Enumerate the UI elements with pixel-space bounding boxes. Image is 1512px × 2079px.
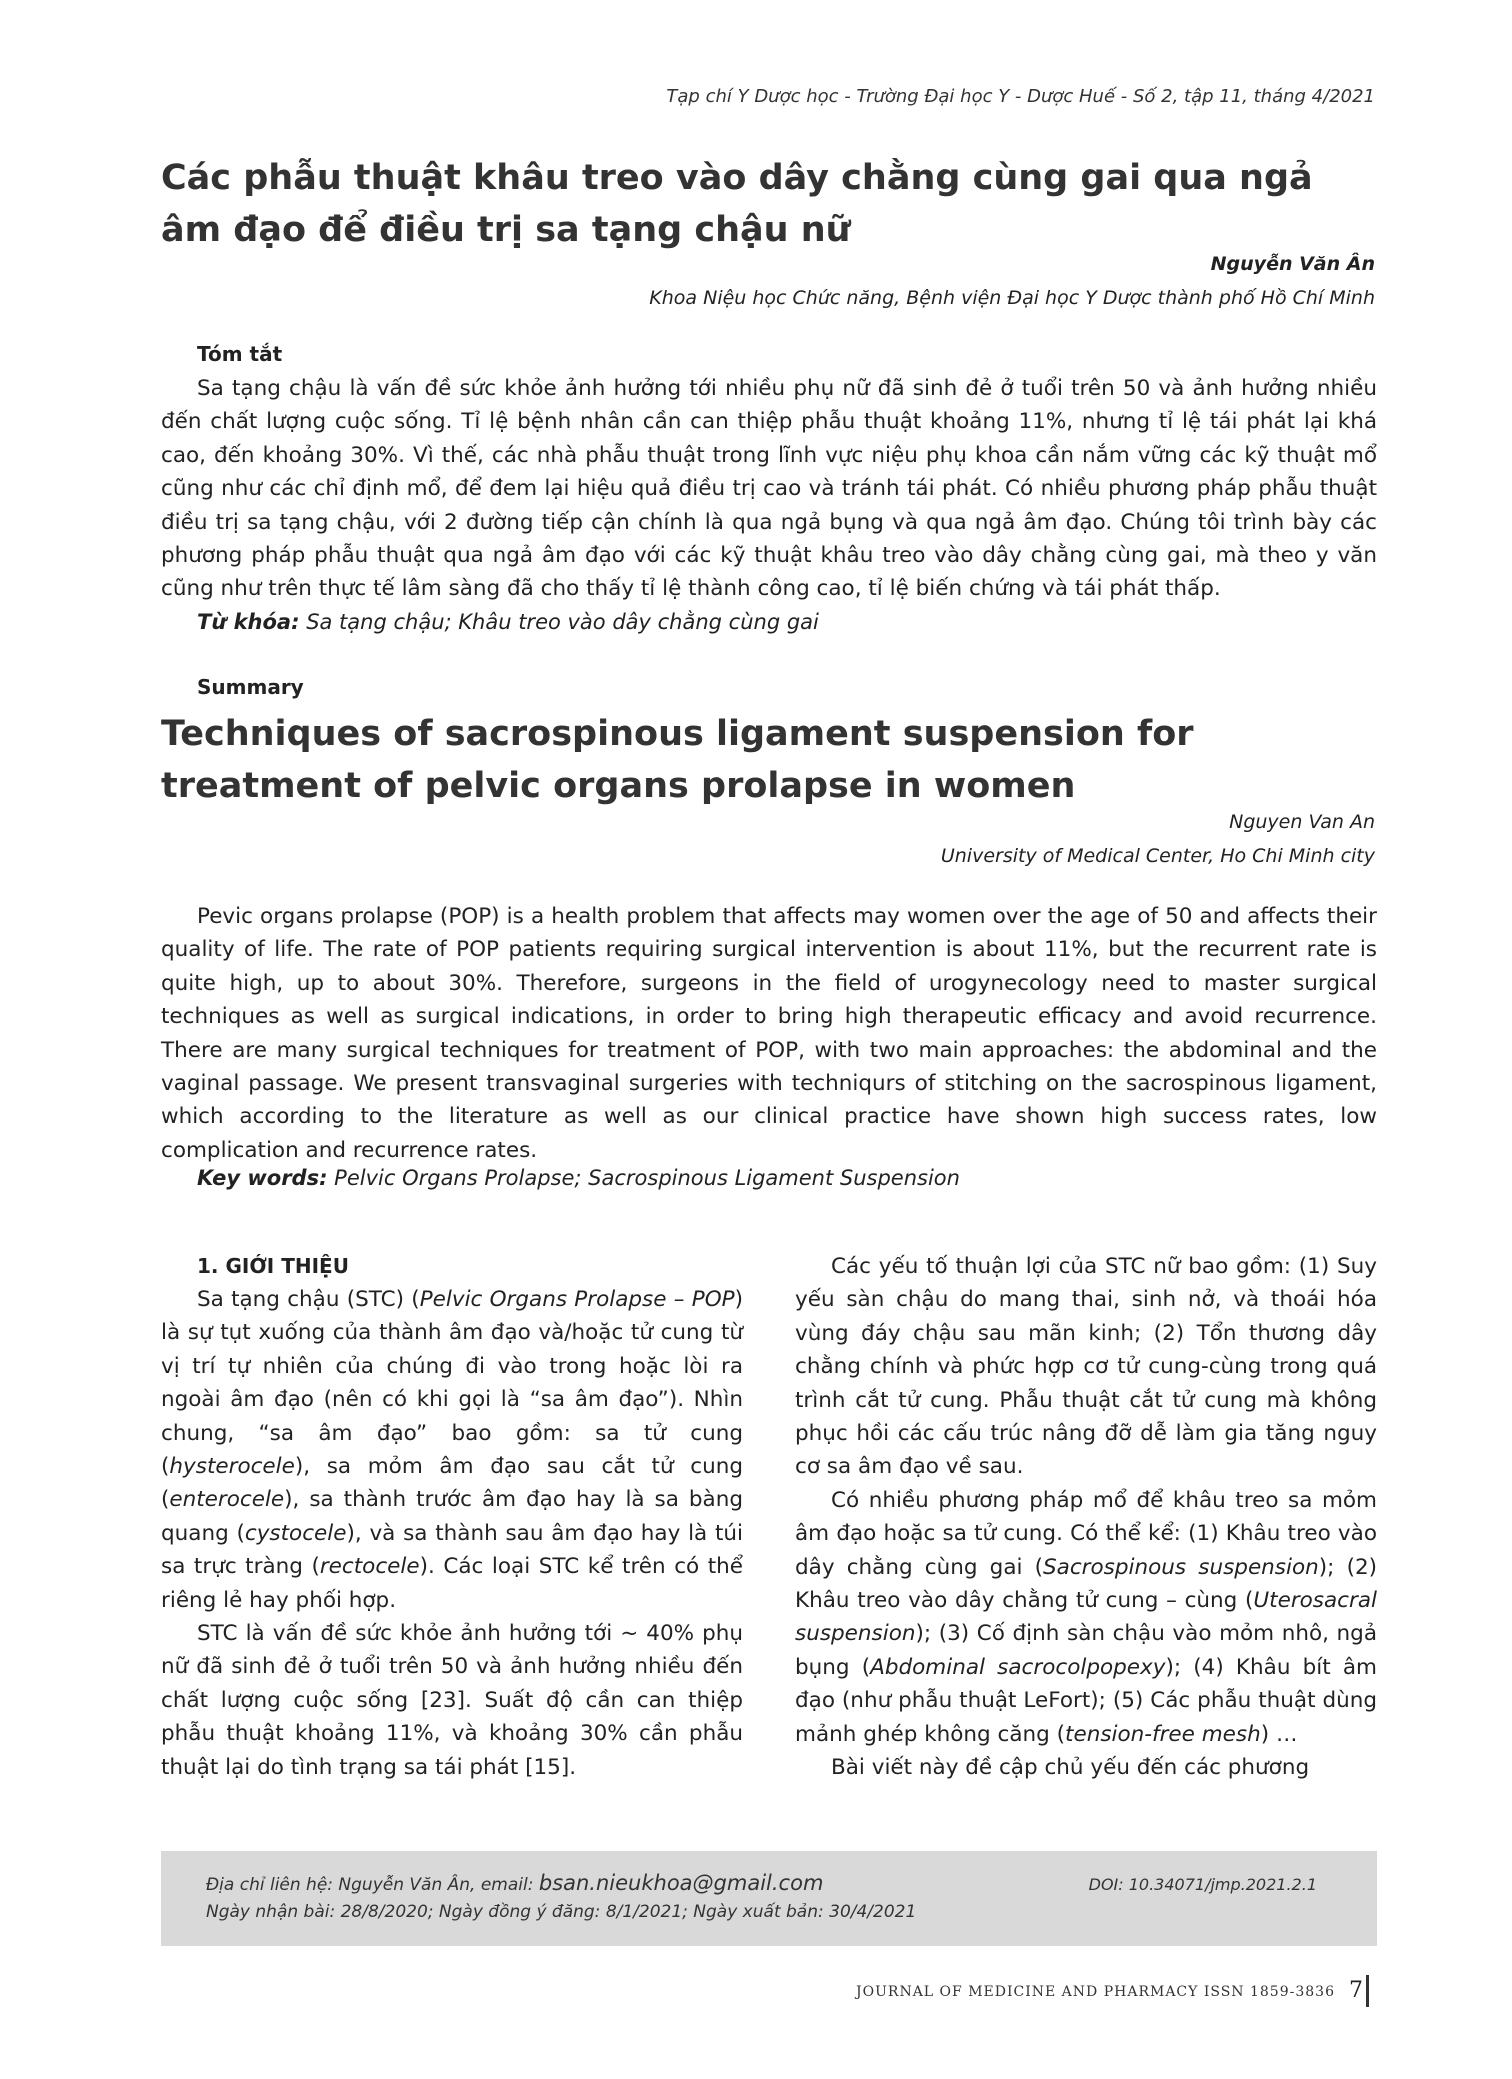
keywords-label-vi: Từ khóa: <box>197 610 300 634</box>
abstract-label-vi: Tóm tắt <box>197 342 283 366</box>
journal-footer: JOURNAL OF MEDICINE AND PHARMACY ISSN 1859-3836 <box>856 1984 1335 2000</box>
body-paragraph-1: Sa tạng chậu (STC) (Pelvic Organs Prolapse – POP) là sự tụt xuống của thành âm đạo và/hoặc tử cung từ vị trí tự nhiên của chúng đi vào trong hoặc lòi ra ngoài âm đạo (nên có khi gọi là “sa âm đạo”). Nhìn chung, “sa âm đạo” bao gồm: sa tử cung (hysterocele), sa mỏm âm đạo sau cắt tử cung (enterocele), sa thành trước âm đạo hay là sa bàng quang (cystocele), và sa thành sau âm đạo hay là túi sa trực tràng (rectocele). Các loại STC kể trên có thể riêng lẻ hay phối hợp. <box>161 1287 744 1613</box>
author-name-en: Nguyen Van An <box>1229 811 1375 833</box>
body-paragraph-2: STC là vấn đề sức khỏe ảnh hưởng tới ~ 40% phụ nữ đã sinh đẻ ở tuổi trên 50 và ảnh hưởng nhiều đến chất lượng cuộc sống [23]. Suất độ cần can thiệp phẫu thuật khoảng 11%, và khoảng 30% cần phẫu thuật lại do tình trạng sa tái phát [15]. <box>161 1621 743 1780</box>
running-head: Tạp chí Y Dược học - Trường Đại học Y - Dược Huế - Số 2, tập 11, tháng 4/2021 <box>666 86 1375 107</box>
abstract-en: Pevic organs prolapse (POP) is a health problem that affects may women over the age of 50 and affects their quality of life. The rate of POP patients requiring surgical intervention is about 11%, but the recurrent rate is quite high, up to about 30%. Therefore, surgeons in the field of urogynecology need to master surgical techniques as well as surgical indications, in order to bring high therapeutic efficacy and avoid recurrence. There are many surgical techniques for treatment of POP, with two main approaches: the abdominal and the vaginal passage. We present transvaginal surgeries with techniqurs of stitching on the sacrospinous ligament, which according to the literature as well as our clinical practice have shown high success rates, low complication and recurrence rates. <box>161 904 1377 1163</box>
contact-prefix: Địa chỉ liên hệ: Nguyễn Văn Ân, email: <box>206 1875 539 1895</box>
author-name-vi: Nguyễn Văn Ân <box>1210 253 1375 275</box>
keywords-vi <box>197 610 819 634</box>
body-paragraph-4: Có nhiều phương pháp mổ để khâu treo sa mỏm âm đạo hoặc sa tử cung. Có thể kể: (1) Khâu treo vào dây chằng cùng gai (Sacrospinous suspension); (2) Khâu treo vào dây chằng tử cung – cùng (Uterosacral suspension); (3) Cố định sàn chậu vào mỏm nhô, ngả bụng (Abdominal sacrocolpopexy); (4) Khâu bít âm đạo (như phẫu thuật LeFort); (5) Các phẫu thuật dùng mảnh ghép không căng (tension-free mesh) … <box>795 1487 1378 1747</box>
section-heading-introduction: 1. GIỚI THIỆU <box>197 1254 349 1278</box>
keywords-text-vi: Sa tạng chậu; Khâu treo vào dây chằng cùng gai <box>306 610 819 634</box>
doi-text: DOI: 10.34071/jmp.2021.2.1 <box>1088 1875 1317 1894</box>
article-title-en: Techniques of sacrospinous ligament suspension for treatment of pelvic organs prolapse in women <box>161 714 1194 806</box>
body-column-right <box>795 1250 1377 1785</box>
body-paragraph-5: Bài viết này đề cập chủ yếu đến các phương <box>831 1755 1310 1781</box>
keywords-text-en: Pelvic Organs Prolapse; Sacrospinous Ligament Suspension <box>334 1166 960 1190</box>
contact-email-link[interactable]: bsan.nieukhoa@gmail.com <box>538 1871 824 1895</box>
author-block-en <box>941 805 1375 873</box>
contact-line <box>206 1871 823 1895</box>
body-paragraph-3: Các yếu tố thuận lợi của STC nữ bao gồm: (1) Suy yếu sàn chậu do mang thai, sinh nở, và thoái hóa vùng đáy chậu sau mãn kinh; (2) Tổn thương dây chằng chính và phức hợp cơ tử cung-cùng trong quá trình cắt tử cung. Phẫu thuật cắt tử cung mà không phục hồi các cấu trúc nâng đỡ dễ làm gia tăng nguy cơ sa âm đạo về sau. <box>795 1254 1377 1480</box>
abstract-vi: Sa tạng chậu là vấn đề sức khỏe ảnh hưởng tới nhiều phụ nữ đã sinh đẻ ở tuổi trên 50 và ảnh hưởng nhiều đến chất lượng cuộc sống. Tỉ lệ bệnh nhân cần can thiệp phẫu thuật khoảng 11%, nhưng tỉ lệ tái phát lại khá cao, đến khoảng 30%. Vì thế, các nhà phẫu thuật trong lĩnh vực niệu phụ khoa cần nắm vững các kỹ thuật mổ cũng như các chỉ định mổ, để đem lại hiệu quả điều trị cao và tránh tái phát. Có nhiều phương pháp phẫu thuật điều trị sa tạng chậu, với 2 đường tiếp cận chính là qua ngả bụng và qua ngả âm đạo. Chúng tôi trình bày các phương pháp phẫu thuật qua ngả âm đạo với các kỹ thuật khâu treo vào dây chằng cùng gai, mà theo y văn cũng như trên thực tế lâm sàng đã cho thấy tỉ lệ thành công cao, tỉ lệ biến chứng và tái phát thấp. <box>161 376 1377 602</box>
keywords-label-en: Key words: <box>197 1166 328 1190</box>
correspondence-box <box>161 1851 1377 1946</box>
author-affiliation-vi: Khoa Niệu học Chức năng, Bệnh viện Đại học Y Dược thành phố Hồ Chí Minh <box>649 287 1375 309</box>
page-number-bar <box>1366 1975 1369 2007</box>
body-column-left <box>161 1250 743 1784</box>
summary-label: Summary <box>197 675 304 699</box>
page-number: 7 <box>1349 1978 1363 2003</box>
article-title-vi: Các phẫu thuật khâu treo vào dây chằng cùng gai qua ngả âm đạo để điều trị sa tạng chậu nữ <box>161 158 1313 250</box>
keywords-en <box>197 1166 960 1190</box>
author-affiliation-en: University of Medical Center, Ho Chi Minh city <box>940 845 1375 867</box>
dates-line: Ngày nhận bài: 28/8/2020; Ngày đồng ý đăng: 8/1/2021; Ngày xuất bản: 30/4/2021 <box>206 1902 917 1922</box>
author-block-vi <box>649 247 1375 315</box>
